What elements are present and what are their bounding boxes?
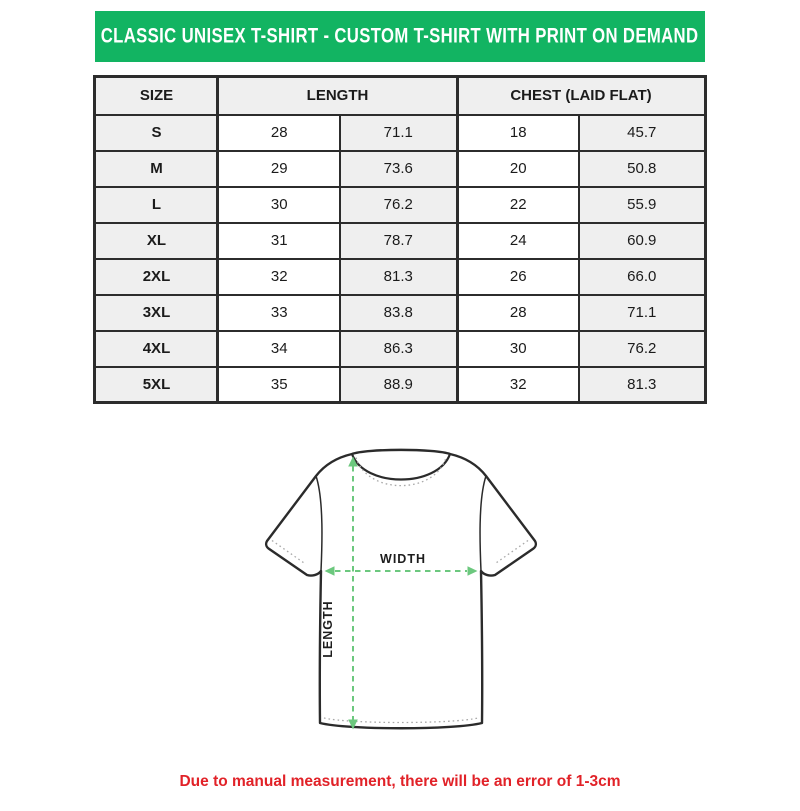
table-row [95, 295, 705, 331]
cell-chest-in: 30 [457, 331, 579, 367]
cell-length-in: 31 [218, 223, 340, 259]
cell-length-in: 34 [218, 331, 340, 367]
cell-chest-in: 28 [457, 295, 579, 331]
cell-length-cm: 78.7 [340, 223, 457, 259]
cell-length-cm: 76.2 [340, 187, 457, 223]
cell-chest-in: 20 [457, 151, 579, 187]
cell-length-in: 29 [218, 151, 340, 187]
table-row [95, 223, 705, 259]
cell-chest-in: 18 [457, 115, 579, 151]
measurement-note: Due to manual measurement, there will be an error of 1-3cm [179, 773, 621, 790]
cell-size: 4XL [95, 331, 218, 367]
cell-chest-cm: 45.7 [579, 115, 705, 151]
cell-length-cm: 88.9 [340, 367, 457, 403]
tshirt-measurement-diagram [240, 433, 560, 753]
cell-length-cm: 73.6 [340, 151, 457, 187]
cell-size: L [95, 187, 218, 223]
header-row [95, 77, 705, 115]
col-header-length: LENGTH [218, 77, 457, 115]
cell-length-in: 30 [218, 187, 340, 223]
cell-length-cm: 81.3 [340, 259, 457, 295]
cell-size: 2XL [95, 259, 218, 295]
size-chart-table [93, 75, 706, 404]
cell-length-in: 33 [218, 295, 340, 331]
table-row [95, 151, 705, 187]
tshirt-outline [266, 450, 536, 728]
cell-chest-cm: 66.0 [579, 259, 705, 295]
cell-size: M [95, 151, 218, 187]
col-header-chest: CHEST (LAID FLAT) [457, 77, 705, 115]
cell-chest-cm: 81.3 [579, 367, 705, 403]
cell-length-cm: 86.3 [340, 331, 457, 367]
table-row [95, 259, 705, 295]
cell-size: 3XL [95, 295, 218, 331]
cell-chest-cm: 76.2 [579, 331, 705, 367]
cell-chest-in: 32 [457, 367, 579, 403]
length-label: LENGTH [321, 600, 335, 658]
cell-chest-cm: 60.9 [579, 223, 705, 259]
cell-chest-in: 26 [457, 259, 579, 295]
title-banner [95, 11, 705, 62]
col-header-size: SIZE [95, 77, 218, 115]
tshirt-diagram-svg [240, 433, 560, 753]
cell-chest-cm: 50.8 [579, 151, 705, 187]
cell-chest-cm: 55.9 [579, 187, 705, 223]
table-row [95, 115, 705, 151]
cell-size: S [95, 115, 218, 151]
cell-length-in: 32 [218, 259, 340, 295]
width-label: WIDTH [380, 552, 426, 566]
cell-size: XL [95, 223, 218, 259]
cell-chest-in: 24 [457, 223, 579, 259]
table-row [95, 187, 705, 223]
cell-length-in: 28 [218, 115, 340, 151]
cell-chest-in: 22 [457, 187, 579, 223]
cell-length-in: 35 [218, 367, 340, 403]
cell-length-cm: 83.8 [340, 295, 457, 331]
table-row [95, 367, 705, 403]
table-row [95, 331, 705, 367]
cell-chest-cm: 71.1 [579, 295, 705, 331]
cell-length-cm: 71.1 [340, 115, 457, 151]
page-title: CLASSIC UNISEX T-SHIRT - CUSTOM T-SHIRT WITH PRINT ON DEMAND [101, 24, 699, 48]
cell-size: 5XL [95, 367, 218, 403]
